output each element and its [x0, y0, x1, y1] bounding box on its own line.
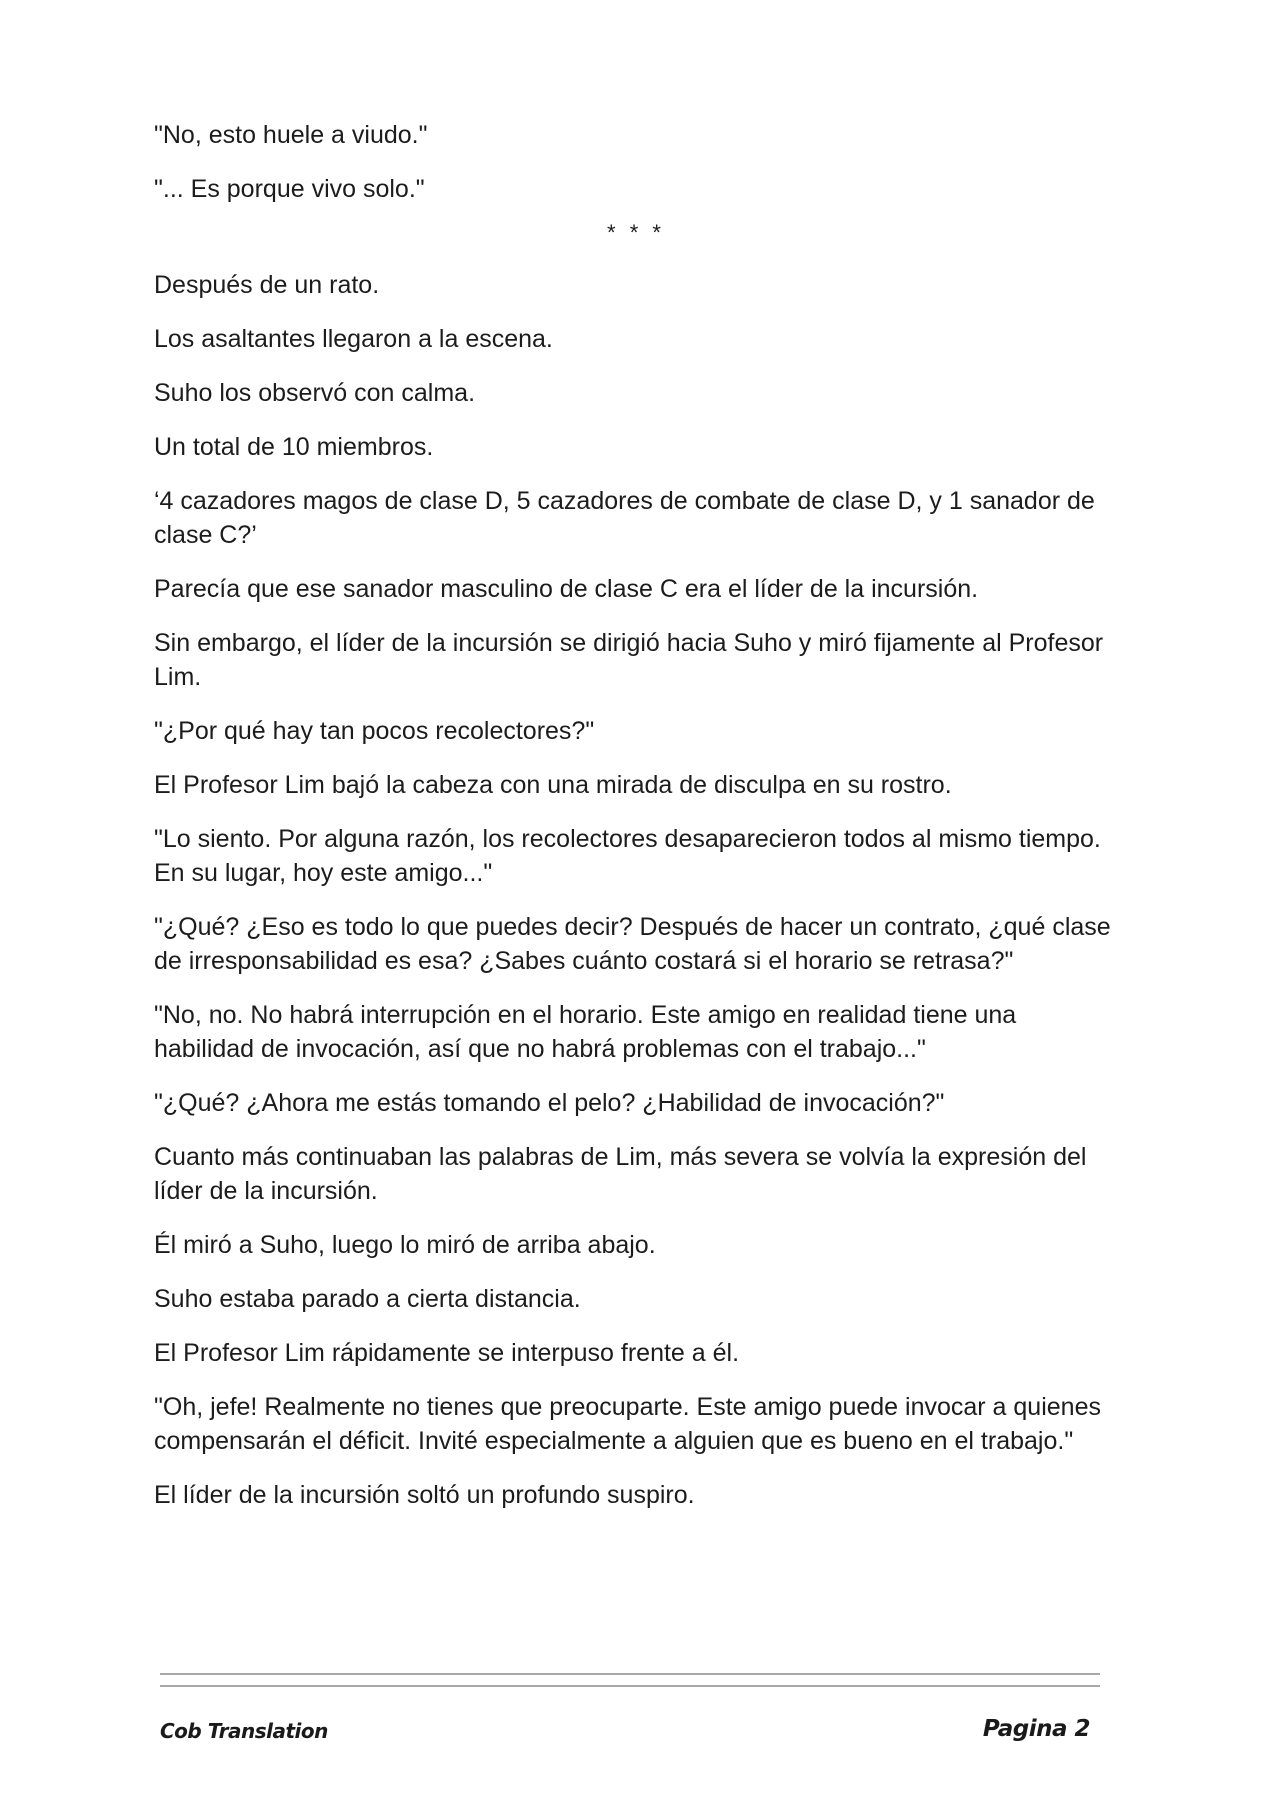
- paragraph: "Lo siento. Por alguna razón, los recolectores desaparecieron todos al mismo tiempo. En su lugar, hoy este amigo...": [154, 825, 1101, 887]
- paragraph: "¿Por qué hay tan pocos recolectores?": [154, 717, 595, 745]
- paragraph: "Oh, jefe! Realmente no tienes que preocuparte. Este amigo puede invocar a quienes compensarán el déficit. Invité especialmente a alguien que es bueno en el trabajo.": [154, 1393, 1101, 1455]
- paragraph: Un total de 10 miembros.: [154, 433, 434, 461]
- paragraph: El Profesor Lim rápidamente se interpuso frente a él.: [154, 1339, 740, 1367]
- paragraph: "¿Qué? ¿Ahora me estás tomando el pelo? ¿Habilidad de invocación?": [154, 1089, 945, 1117]
- paragraph: Él miró a Suho, luego lo miró de arriba abajo.: [154, 1231, 656, 1259]
- paragraph: Los asaltantes llegaron a la escena.: [154, 325, 553, 353]
- paragraph: Suho estaba parado a cierta distancia.: [154, 1285, 581, 1313]
- section-separator: * * *: [607, 220, 665, 245]
- paragraph: "No, esto huele a viudo.": [154, 121, 428, 149]
- paragraph: "¿Qué? ¿Eso es todo lo que puedes decir? Después de hacer un contrato, ¿qué clase de irresponsabilidad es esa? ¿Sabes cuánto costará si el horario se retrasa?": [154, 913, 1111, 975]
- paragraph: Suho los observó con calma.: [154, 379, 476, 407]
- paragraph: "... Es porque vivo solo.": [154, 175, 425, 203]
- footer-publisher: Cob Translation: [160, 1719, 328, 1743]
- paragraph: El líder de la incursión soltó un profundo suspiro.: [154, 1481, 695, 1509]
- footer-page-number: Pagina 2: [982, 1716, 1090, 1742]
- paragraph: El Profesor Lim bajó la cabeza con una mirada de disculpa en su rostro.: [154, 771, 952, 799]
- footer-rule-bottom: [160, 1685, 1100, 1687]
- paragraph: Parecía que ese sanador masculino de clase C era el líder de la incursión.: [154, 575, 979, 603]
- footer-rule-top: [160, 1673, 1100, 1675]
- paragraph: Cuanto más continuaban las palabras de Lim, más severa se volvía la expresión del líder de la incursión.: [154, 1143, 1087, 1205]
- body-text: [154, 118, 1114, 1532]
- paragraph: Sin embargo, el líder de la incursión se dirigió hacia Suho y miró fijamente al Profesor Lim.: [154, 629, 1104, 691]
- paragraph: Después de un rato.: [154, 271, 380, 299]
- paragraph: "No, no. No habrá interrupción en el horario. Este amigo en realidad tiene una habilidad de invocación, así que no habrá problemas con el trabajo...": [154, 1001, 1017, 1063]
- paragraph: ‘4 cazadores magos de clase D, 5 cazadores de combate de clase D, y 1 sanador de clase C?’: [154, 487, 1095, 549]
